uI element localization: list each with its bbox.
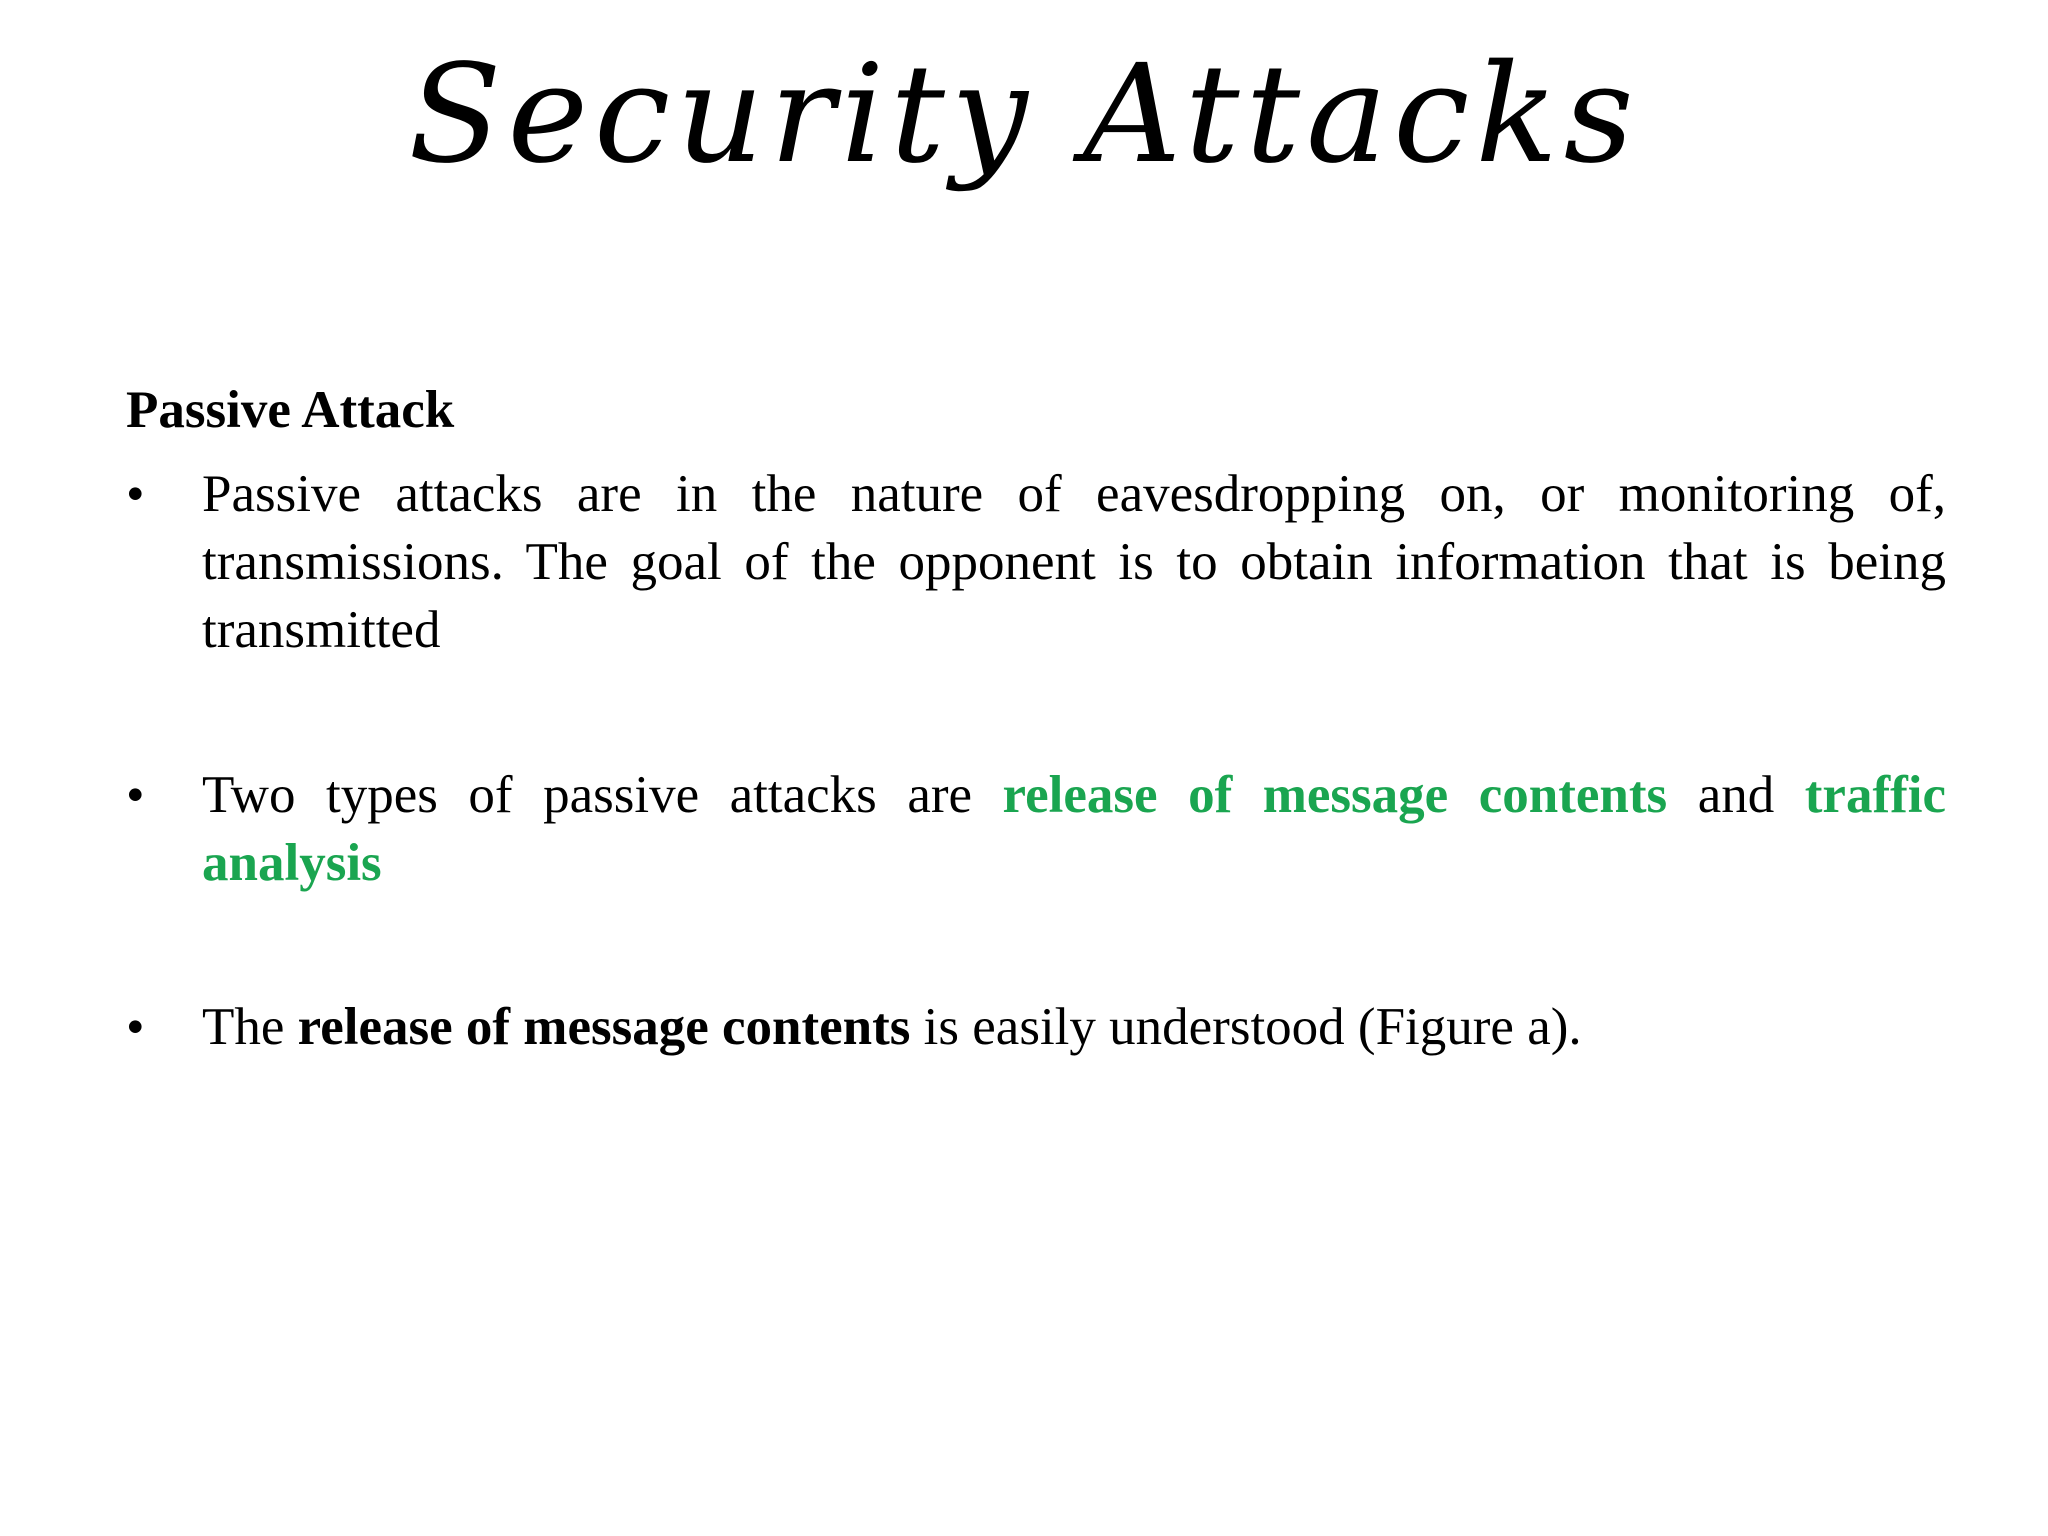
bullet-text-prefix: The	[202, 998, 298, 1056]
highlight-traffic-analysis: traffic analysis	[202, 766, 1946, 892]
bullet-text	[202, 993, 1946, 1061]
highlight-release-of-message-contents: release of message contents	[1002, 766, 1668, 824]
bullet-marker: •	[126, 998, 145, 1056]
bullet-text-middle: and	[1667, 766, 1805, 824]
bold-release-of-message-contents: release of message contents	[297, 998, 911, 1056]
bullet-text	[202, 761, 1946, 897]
slide-title: Security Attacks	[408, 36, 1640, 194]
section-heading: Passive Attack	[126, 381, 455, 439]
bullet-marker: •	[126, 766, 145, 824]
bullet-text-suffix: is easily understood (Figure a).	[910, 998, 1582, 1056]
bullet-text: Passive attacks are in the nature of eavesdropping on, or monitoring of, transmissions. The goal of the opponent is to obtain information that is being transmitted	[202, 465, 1946, 659]
bullet-marker: •	[126, 465, 145, 523]
bullet-text-prefix: Two types of passive attacks are	[202, 766, 1003, 824]
